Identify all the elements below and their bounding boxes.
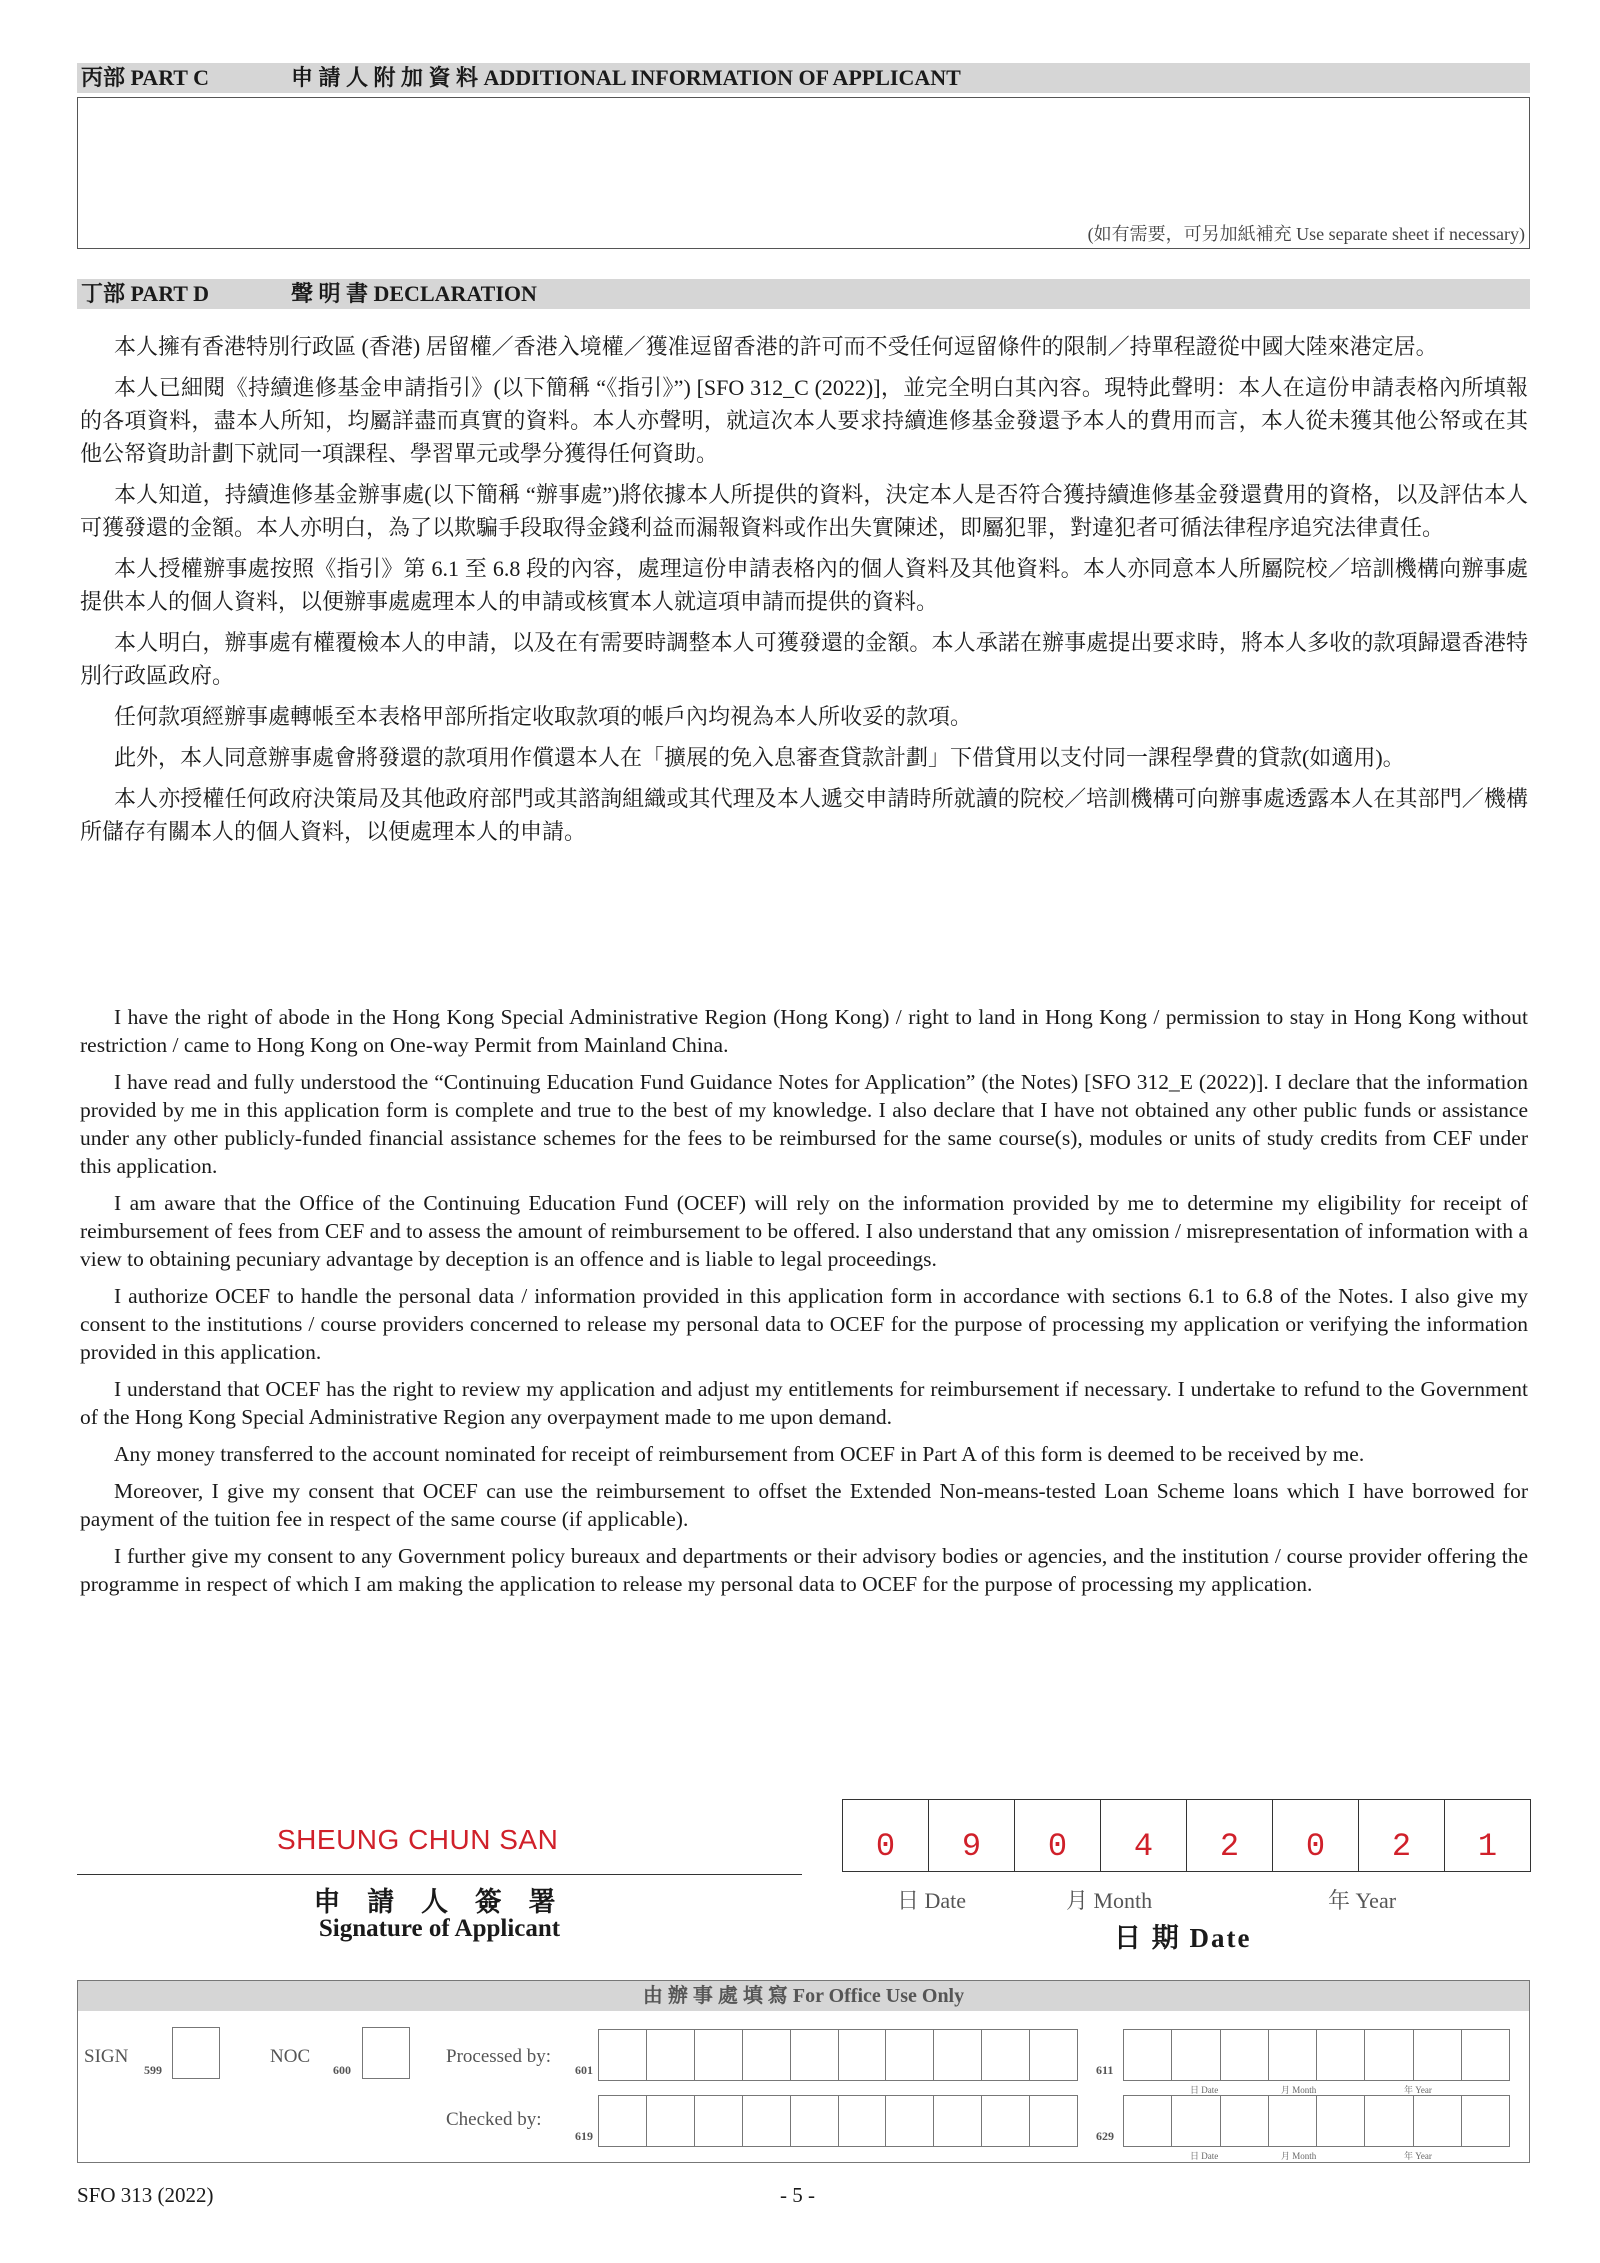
processed-code: 601	[575, 2063, 593, 2077]
processed-date-month: 月 Month	[1281, 2085, 1317, 2095]
checked-by-label: Checked by:	[446, 2109, 542, 2130]
signature-line	[77, 1874, 802, 1875]
date-month-label: 月 Month	[1066, 1888, 1153, 1913]
sign-box[interactable]	[172, 2027, 220, 2079]
date-title: 日 期 Date	[1114, 1923, 1252, 1953]
declaration-zh-paragraph: 本人亦授權任何政府決策局及其他政府部門或其諮詢組織或其代理及本人遞交申請時所就讀的院校／培訓機構可向辦事處透露本人在其部門／機構所儲存有關本人的個人資料，以便處理本人的申請。	[80, 786, 1528, 844]
date-year-label: 年 Year	[1328, 1888, 1397, 1913]
checked-date-code: 629	[1096, 2129, 1114, 2143]
date-digit: 1	[1477, 1828, 1498, 1865]
processed-date-day: 日 Date	[1190, 2085, 1219, 2095]
declaration-english	[80, 1003, 1528, 1607]
noc-code: 600	[333, 2063, 351, 2077]
date-digit: 4	[1101, 1800, 1187, 1871]
page-number: - 5 -	[780, 2183, 815, 2207]
declaration-zh-paragraph: 本人授權辦事處按照《指引》第 6.1 至 6.8 段的內容，處理這份申請表格內的個人資料及其他資料。本人亦同意本人所屬院校／培訓機構向辦事處提供本人的個人資料，以便辦事處處理本人的申請或核實本人就這項申請而提供的資料。	[80, 556, 1528, 614]
processed-date-code: 611	[1096, 2063, 1114, 2077]
checked-code: 619	[575, 2129, 593, 2143]
declaration-en-paragraph: I further give my consent to any Government policy bureaux and departments or their advisory bodies or agencies, and the institution / course provider offering the programme in respect of which I am making the application to release my personal data to OCEF for the purpose of processing my application.	[80, 1544, 1528, 1596]
applicant-signature-field[interactable]: SHEUNG CHUN SAN	[277, 1824, 559, 1855]
office-use-section	[77, 1980, 1530, 2163]
signature-label-zh: 申 請 人 簽 署	[313, 1887, 566, 1917]
declaration-zh-paragraph: 本人擁有香港特別行政區 (香港) 居留權／香港入境權／獲准逗留香港的許可而不受任何逗留條件的限制／持單程證從中國大陸來港定居。	[114, 334, 1438, 359]
date-day-label: 日 Date	[897, 1888, 967, 1913]
sign-label: SIGN	[84, 2046, 129, 2067]
date-digit: 0	[1015, 1800, 1101, 1871]
declaration-zh-paragraph: 本人已細閱《持續進修基金申請指引》(以下簡稱 “《指引》”) [SFO 312_C (2022)]，並完全明白其內容。現特此聲明：本人在這份申請表格內所填報的各項資料，盡本人所知，均屬詳盡而真實的資料。本人亦聲明，就這次本人要求持續進修基金發還予本人的費用而言，本人從未獲其他公帑或在其他公帑資助計劃下就同一項課程、學習單元或學分獲得任何資助。	[80, 375, 1528, 466]
declaration-en-paragraph: I authorize OCEF to handle the personal data / information provided in this application form in accordance with sections 6.1 to 6.8 of the Notes. I also give my consent to the institutions / course providers concerned to release my personal data to OCEF for the purpose of processing my application or verifying the information provided in this application.	[80, 1284, 1528, 1364]
form-id: SFO 313 (2022)	[77, 2183, 214, 2207]
part-d-title: 聲 明 書 DECLARATION	[291, 281, 537, 306]
processed-by-label: Processed by:	[446, 2046, 552, 2067]
part-d-label: 丁部 PART D	[81, 281, 209, 306]
part-c-header	[77, 63, 1530, 93]
checked-date-day: 日 Date	[1190, 2151, 1219, 2161]
processed-by-boxes[interactable]	[598, 2029, 1078, 2081]
part-c-label: 丙部 PART C	[81, 65, 209, 90]
declaration-chinese	[80, 330, 1528, 856]
signature-label-en: Signature of Applicant	[318, 1915, 561, 1942]
sign-code: 599	[144, 2063, 162, 2077]
checked-date-month: 月 Month	[1281, 2151, 1317, 2161]
date-digit: 0	[843, 1800, 929, 1871]
processed-date-boxes[interactable]	[1123, 2029, 1510, 2081]
date-digit: 2	[1187, 1800, 1273, 1871]
declaration-zh-paragraph: 此外，本人同意辦事處會將發還的款項用作償還本人在「擴展的免入息審查貸款計劃」下借貸用以支付同一課程學費的貸款(如適用)。	[114, 745, 1405, 770]
declaration-zh-paragraph: 任何款項經辦事處轉帳至本表格甲部所指定收取款項的帳戶內均視為本人所收妥的款項。	[114, 704, 973, 729]
date-digit: 0	[1273, 1800, 1359, 1871]
declaration-en-paragraph: Any money transferred to the account nominated for receipt of reimbursement from OCEF in Part A of this form is deemed to be received by me.	[114, 1442, 1365, 1466]
separate-sheet-note: (如有需要，可另加紙補充 Use separate sheet if necessary)	[1087, 224, 1525, 244]
office-use-header: 由 辦 事 處 填 寫 For Office Use Only	[78, 1981, 1529, 2011]
date-digit: 9	[929, 1800, 1015, 1871]
noc-box[interactable]	[362, 2027, 410, 2079]
declaration-zh-paragraph: 本人明白，辦事處有權覆檢本人的申請，以及在有需要時調整本人可獲發還的金額。本人承諾在辦事處提出要求時，將本人多收的款項歸還香港特別行政區政府。	[80, 630, 1528, 688]
additional-info-field[interactable]	[77, 97, 1530, 249]
declaration-zh-paragraph: 本人知道，持續進修基金辦事處(以下簡稱 “辦事處”)將依據本人所提供的資料，決定本人是否符合獲持續進修基金發還費用的資格，以及評估本人可獲發還的金額。本人亦明白，為了以欺騙手段取得金錢利益而漏報資料或作出失實陳述，即屬犯罪，對違犯者可循法律程序追究法律責任。	[80, 482, 1528, 540]
part-d-header	[77, 279, 1530, 309]
part-c-title: 申 請 人 附 加 資 料 ADDITIONAL INFORMATION OF APPLICANT	[291, 65, 961, 90]
date-digit: 2	[1359, 1800, 1445, 1871]
declaration-en-paragraph: Moreover, I give my consent that OCEF can use the reimbursement to offset the Extended Non-means-tested Loan Scheme loans which I have borrowed for payment of the tuition fee in respect of the same course (if applicable).	[80, 1479, 1528, 1531]
declaration-en-paragraph: I am aware that the Office of the Continuing Education Fund (OCEF) will rely on the information provided by me to determine my eligibility for receipt of reimbursement of fees from CEF and to assess the amount of reimbursement to be offered. I also understand that any omission / misrepresentation of information with a view to obtaining pecuniary advantage by deception is an offence and is liable to legal proceedings.	[80, 1191, 1528, 1271]
checked-date-year: 年 Year	[1404, 2151, 1432, 2161]
checked-by-boxes[interactable]	[598, 2095, 1078, 2147]
checked-date-boxes[interactable]	[1123, 2095, 1510, 2147]
declaration-en-paragraph: I have the right of abode in the Hong Kong Special Administrative Region (Hong Kong) / right to land in Hong Kong / permission to stay in Hong Kong without restriction / came to Hong Kong on One-way Permit from Mainland China.	[80, 1005, 1528, 1057]
date-field[interactable]	[842, 1799, 1531, 1872]
declaration-en-paragraph: I have read and fully understood the “Continuing Education Fund Guidance Notes for Application” (the Notes) [SFO 312_E (2022)]. I declare that the information provided by me in this application form is complete and true to the best of my knowledge. I also declare that I have not obtained any other public funds or assistance under any other publicly-funded financial assistance schemes for the fees to be reimbursed for the same course(s), modules or units of study credits from CEF under this application.	[80, 1070, 1528, 1178]
noc-label: NOC	[270, 2046, 311, 2067]
processed-date-year: 年 Year	[1404, 2085, 1432, 2095]
declaration-en-paragraph: I understand that OCEF has the right to review my application and adjust my entitlements for reimbursement if necessary. I undertake to refund to the Government of the Hong Kong Special Administrative Region any overpayment made to me upon demand.	[80, 1377, 1528, 1429]
